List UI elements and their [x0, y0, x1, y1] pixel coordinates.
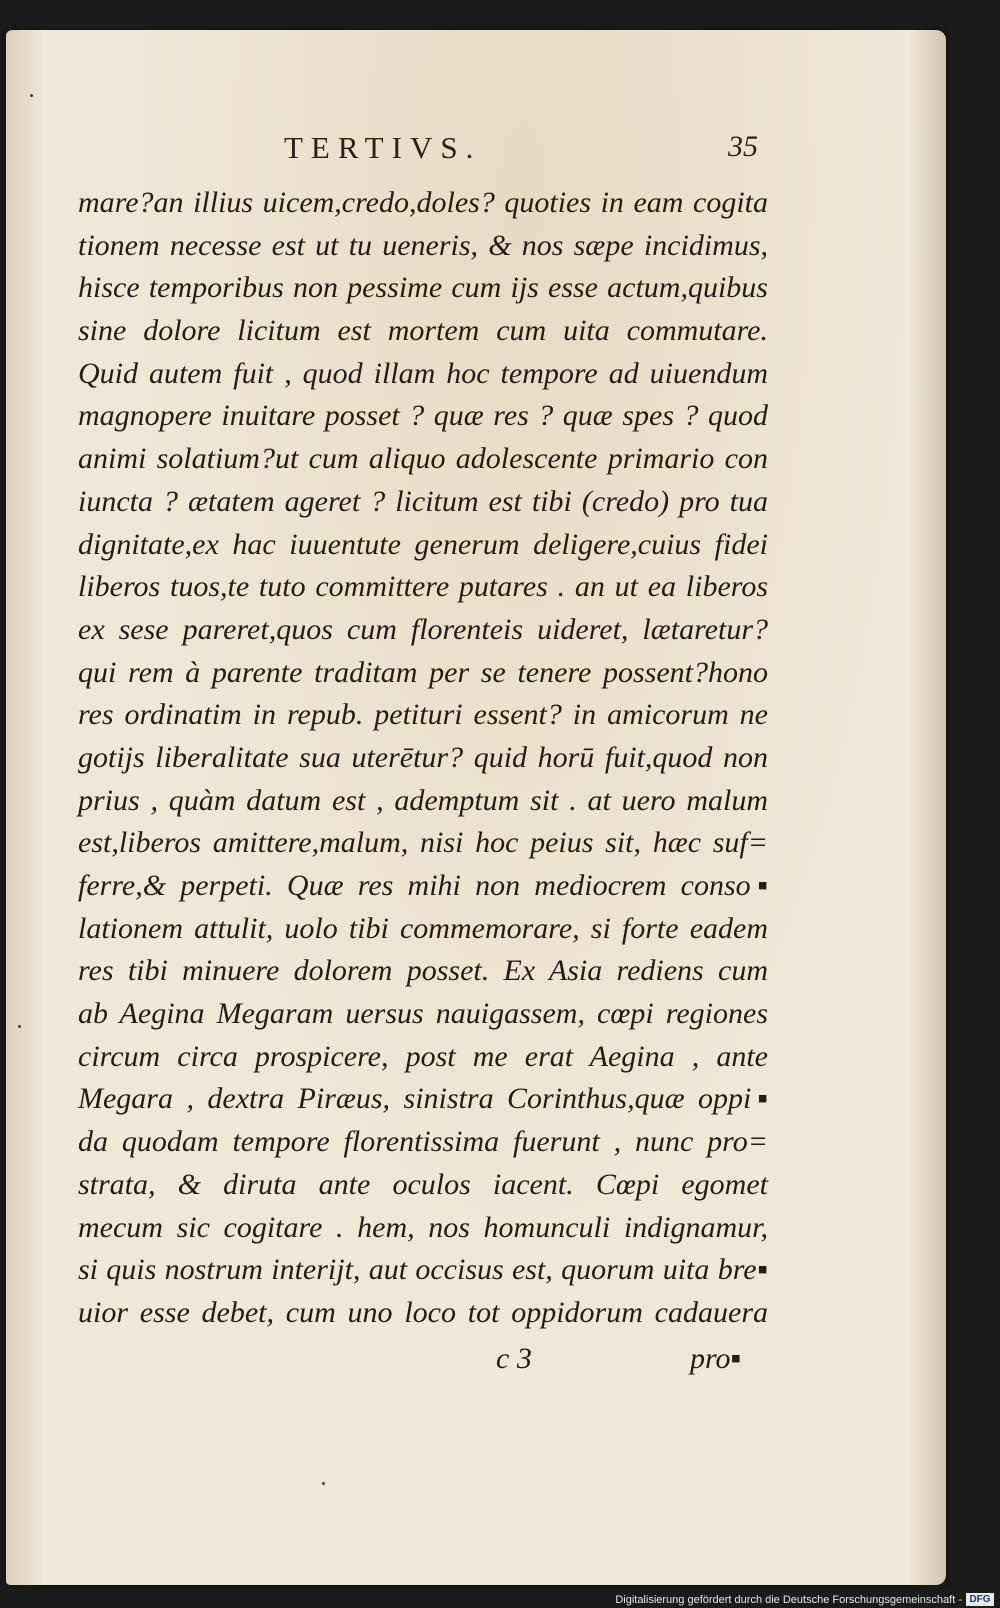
paper-speck — [322, 1482, 325, 1485]
text-block — [78, 182, 768, 1335]
text-line: tionem necesse est ut tu ueneris, & nos sæpe incidimus, — [78, 228, 768, 262]
digitization-credit: Digitalisierung gefördert durch die Deutsche Forschungsgemeinschaft - — [615, 1594, 962, 1606]
text-line: dignitate,ex hac iuuentute generum deligere,cuius fidei — [78, 527, 768, 561]
signature-mark: c 3 — [496, 1342, 532, 1375]
text-line: ferre,& perpeti. Quæ res mihi non mediocrem conso▪ — [78, 869, 768, 902]
running-head-title: TERTIVS. — [284, 130, 482, 165]
text-line: da quodam tempore florentissima fuerunt , nunc pro= — [78, 1125, 768, 1159]
text-line: hisce temporibus non pessime cum ijs esse actum,quibus — [78, 271, 768, 305]
text-line: magnopere inuitare posset ? quæ res ? quæ spes ? quod — [78, 399, 768, 433]
text-line: prius , quàm datum est , ademptum sit . at uero malum — [78, 783, 768, 817]
text-line: uior esse debet, cum uno loco tot oppidorum cadauera — [78, 1295, 768, 1329]
text-line: est,liberos amittere,malum, nisi hoc peius sit, hæc suf= — [78, 826, 768, 860]
text-line: lationem attulit, uolo tibi commemorare, si forte eadem — [78, 911, 768, 945]
folio-number: 35 — [728, 130, 758, 163]
text-line: qui rem à parente traditam per se tenere possent?hono — [78, 655, 768, 689]
text-line: iuncta ? ætatem ageret ? licitum est tibi (credo) pro tua — [78, 484, 768, 518]
text-line: Quid autem fuit , quod illam hoc tempore ad uiuendum — [78, 356, 768, 390]
paper-speck — [18, 1025, 21, 1028]
text-line: liberos tuos,te tuto committere putares . an ut ea liberos — [78, 570, 768, 604]
text-line: si quis nostrum interijt, aut occisus est, quorum uita bre▪ — [78, 1253, 768, 1287]
running-head — [6, 130, 946, 170]
text-line: ex sese pareret,quos cum florenteis uideret, lætaretur? — [78, 612, 768, 646]
text-line: sine dolore licitum est mortem cum uita commutare. — [78, 314, 768, 348]
text-line: circum circa prospicere, post me erat Aegina , ante — [78, 1039, 768, 1073]
text-line: mecum sic cogitare . hem, nos homunculi indignamur, — [78, 1210, 768, 1244]
catchword: pro▪ — [690, 1342, 742, 1375]
text-line: strata, & diruta ante oculos iacent. Cœpi egomet — [78, 1167, 768, 1201]
text-line: mare?an illius uicem,credo,doles? quoties in eam cogita — [78, 186, 768, 219]
text-line: res ordinatim in repub. petituri essent? in amicorum ne — [78, 698, 768, 732]
paper-speck — [30, 94, 33, 97]
text-line: res tibi minuere dolorem posset. Ex Asia rediens cum — [78, 954, 768, 988]
book-page — [6, 30, 946, 1585]
dfg-logo: DFG — [966, 1593, 994, 1606]
text-line: Megara , dextra Piræus, sinistra Corinthus,quæ oppi▪ — [78, 1082, 768, 1116]
text-line: animi solatium?ut cum aliquo adolescente primario con — [78, 442, 768, 476]
text-line: gotijs liberalitate sua uterētur? quid horū fuit,quod non — [78, 740, 768, 774]
page-footer — [6, 1342, 946, 1382]
text-line: ab Aegina Megaram uersus nauigassem, cœpi regiones — [78, 997, 768, 1031]
